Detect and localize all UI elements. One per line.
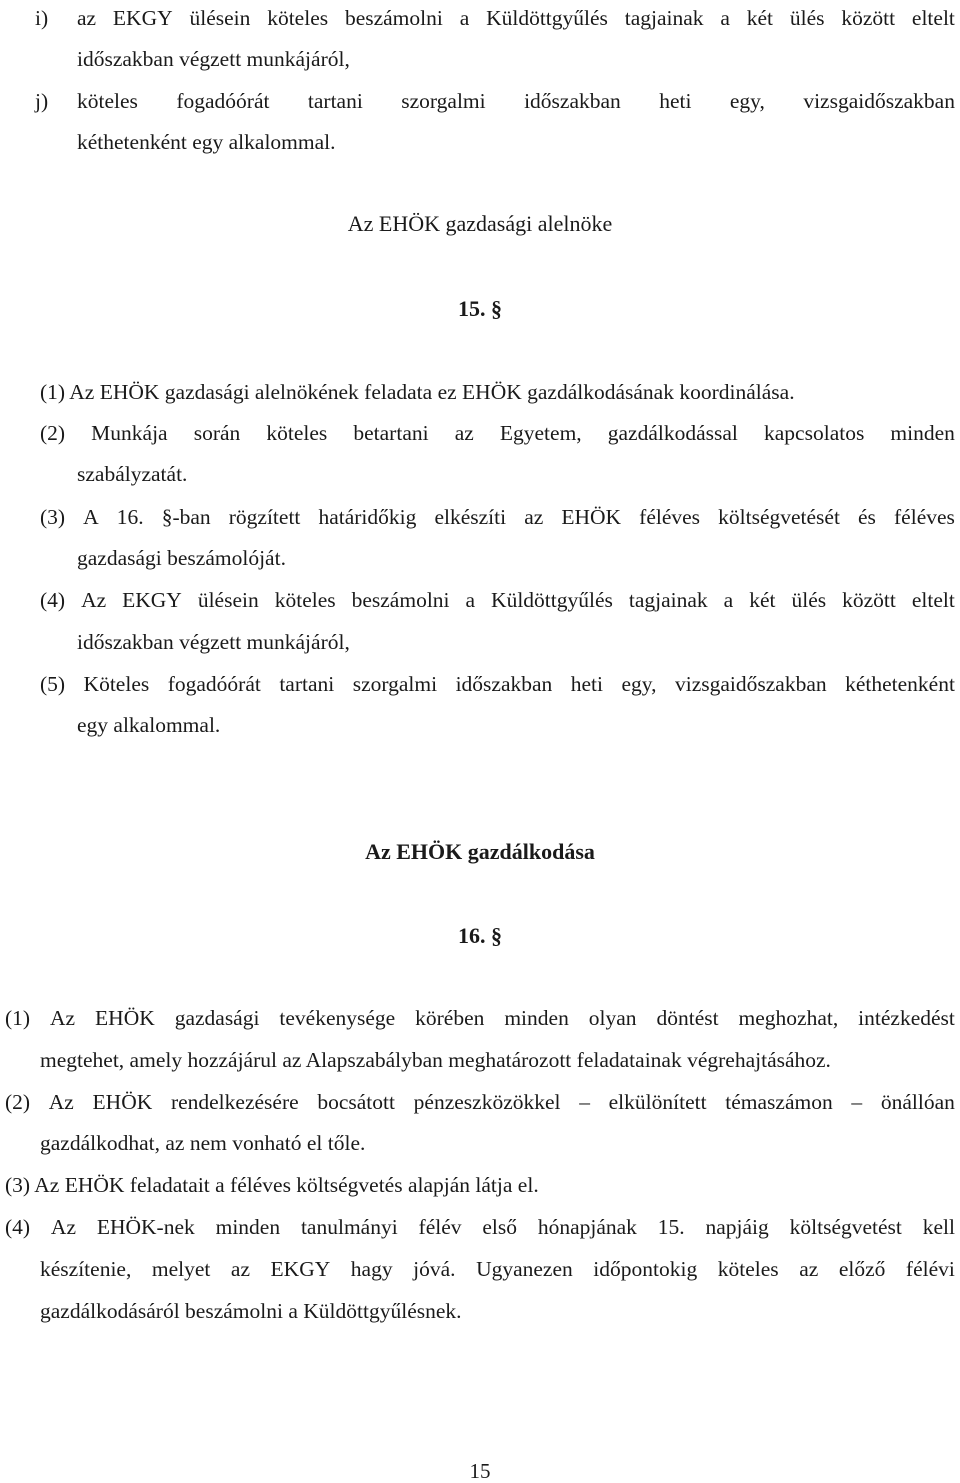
word: melyet [151,1257,211,1281]
word: költségvetést [789,1215,902,1239]
word: fogadóórát [167,672,261,696]
section-title: Az EHÖK gazdálkodása [365,839,595,864]
word: két [749,588,776,612]
word: (3) [40,505,66,529]
word: félév [418,1215,462,1239]
word: vizsgaidőszakban [674,672,827,696]
word: elkészíti [434,505,507,529]
word: napjáig [705,1215,769,1239]
word: a [720,6,730,30]
word: Az [50,1006,76,1030]
word: köteles [717,1257,779,1281]
word: az [524,505,544,529]
word: eltelt [911,588,955,612]
paragraph: (1) Az EHÖK gazdasági alelnökének feladata ez EHÖK gazdálkodásának koordinálása. [40,380,795,404]
paragraph-continuation [40,1259,955,1281]
word: időszakban [524,89,621,113]
word: pénzeszközökkel [413,1090,561,1114]
word: (2) [5,1090,31,1114]
page-number: 15 [469,1459,491,1483]
section-number: 15. § [458,296,502,321]
word: az [230,1257,251,1281]
word: kapcsolatos [764,421,865,445]
word: meghozhat, [738,1006,839,1030]
word: féléves [639,505,701,529]
word: (4) [5,1215,31,1239]
word: tartani [307,89,363,113]
paragraph [40,674,955,696]
word: heti [570,672,604,696]
word: köteles [266,421,328,445]
word: heti [659,89,692,113]
paragraph-continuation: gazdálkodhat, az nem vonható el tőle. [40,1131,366,1155]
word: első [482,1215,517,1239]
word: Az [48,1090,74,1114]
word: rögzített [228,505,301,529]
word: gazdálkodással [607,421,738,445]
paragraph [5,1008,955,1030]
word: rendelkezésére [170,1090,299,1114]
word: Köteles [83,672,150,696]
word: – [579,1090,590,1114]
word: szorgalmi [401,89,486,113]
word: ülésein [189,6,251,30]
word: során [193,421,241,445]
word: Munkája [91,421,168,445]
word: az [454,421,474,445]
word: a [465,588,476,612]
word: tagjainak [628,588,708,612]
word: időpontokig [593,1257,698,1281]
word: (5) [40,672,66,696]
word: 16. [116,505,144,529]
word: ülés [789,6,825,30]
word: az [77,6,97,30]
paragraph-continuation: szabályzatát. [77,462,188,486]
word: köteles [267,6,329,30]
word: Ugyanezen [476,1257,573,1281]
paragraph-continuation: megtehet, amely hozzájárul az Alapszabályban meghatározott feladatainak végrehajtásához. [40,1048,831,1072]
word: köteles [77,89,138,113]
word: Küldöttgyűlés [486,6,608,30]
word: között [842,588,896,612]
word: köteles [274,588,336,612]
word: (1) [5,1006,31,1030]
word: (4) [40,588,66,612]
word: előző [838,1257,886,1281]
list-item-line [77,8,955,30]
paragraph-continuation: gazdasági beszámolóját. [77,546,286,570]
word: jóvá. [413,1257,456,1281]
word: kéthetenként [845,672,955,696]
word: két [746,6,774,30]
word: ülés [791,588,827,612]
word: EKGY [122,588,182,612]
paragraph [40,590,955,612]
word: eltelt [911,6,955,30]
section-number: 16. § [458,923,502,948]
list-marker: i) [35,6,49,30]
word: a [459,6,470,30]
list-item-line [77,91,955,113]
word: készítenie, [40,1257,132,1281]
word: beszámolni [344,6,443,30]
list-item-line: időszakban végzett munkájáról, [77,47,350,71]
word: félévi [905,1257,955,1281]
paragraph-continuation: időszakban végzett munkájáról, [77,630,350,654]
word: gazdasági [174,1006,260,1030]
word: a [723,588,734,612]
word: A [83,505,99,529]
word: Küldöttgyűlés [491,588,613,612]
word: szorgalmi [352,672,438,696]
word: fogadóórát [176,89,270,113]
word: időszakban [455,672,553,696]
word: beszámolni [351,588,450,612]
list-item-line: kéthetenként egy alkalommal. [77,130,336,154]
paragraph: (3) Az EHÖK feladatait a féléves költségvetés alapján látja el. [5,1173,539,1197]
paragraph [40,507,955,529]
word: hagy [350,1257,393,1281]
word: tagjainak [624,6,704,30]
word: egy, [621,672,657,696]
word: §-ban [161,505,211,529]
word: intézkedést [858,1006,955,1030]
word: körében [415,1006,485,1030]
paragraph [5,1092,955,1114]
word: vizsgaidőszakban [803,89,955,113]
paragraph [5,1217,955,1239]
word: minden [504,1006,569,1030]
word: egy, [729,89,765,113]
word: tanulmányi [300,1215,398,1239]
word: önállóan [880,1090,955,1114]
paragraph-continuation: gazdálkodásáról beszámolni a Küldöttgyűlésnek. [40,1299,462,1323]
word: EHÖK [92,1090,153,1114]
word: EKGY [270,1257,331,1281]
word: között [841,6,896,30]
word: elkülönített [608,1090,707,1114]
word: minden [215,1215,281,1239]
paragraph-continuation: egy alkalommal. [77,713,221,737]
word: Az [81,588,107,612]
word: hónapjának [537,1215,637,1239]
word: (2) [40,421,66,445]
word: döntést [656,1006,719,1030]
word: témaszámon [725,1090,833,1114]
word: költségvetését [718,505,840,529]
word: betartani [353,421,429,445]
word: az [799,1257,819,1281]
word: olyan [588,1006,637,1030]
word: Az [50,1215,76,1239]
word: tartani [279,672,335,696]
word: tevékenysége [279,1006,396,1030]
word: EHÖK [561,505,622,529]
word: bocsátott [317,1090,395,1114]
section-title: Az EHÖK gazdasági alelnöke [347,211,613,236]
word: EHÖK [95,1006,155,1030]
list-marker: j) [35,89,49,113]
word: minden [890,421,955,445]
word: határidőkig [318,505,417,529]
word: EHÖK-nek [96,1215,195,1239]
word: féléves [894,505,955,529]
word: 15. [657,1215,685,1239]
word: Egyetem, [499,421,582,445]
word: ülésein [197,588,259,612]
word: és [858,505,876,529]
word: kell [922,1215,955,1239]
word: – [851,1090,863,1114]
paragraph [40,423,955,445]
word: EKGY [112,6,173,30]
